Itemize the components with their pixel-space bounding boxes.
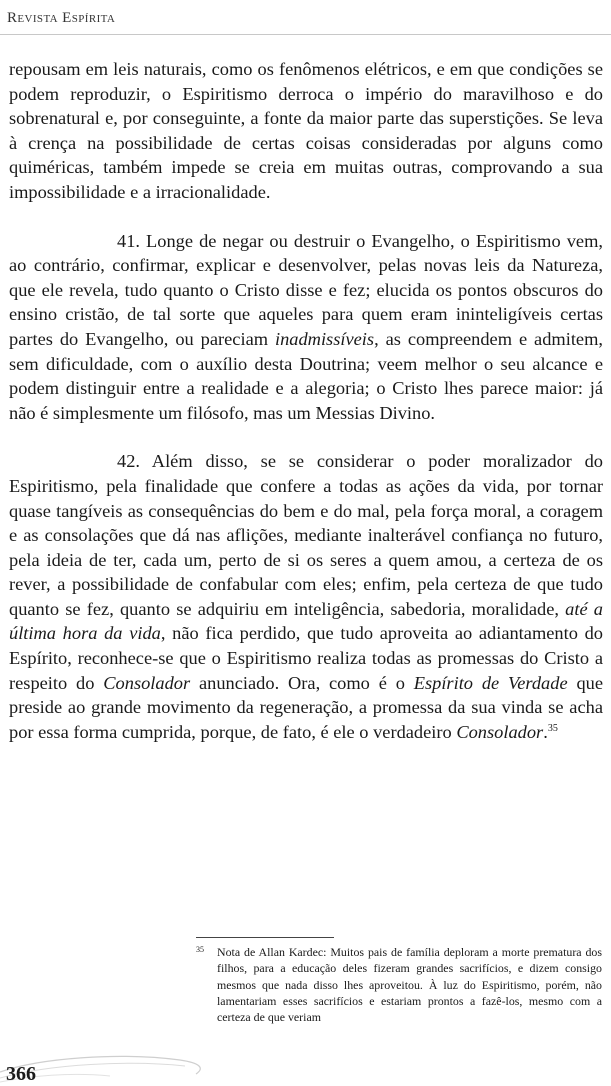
paragraph-text: Longe de negar ou destruir o Evangelho, o Espiritismo vem, ao contrário, confirmar, explicar e desenvolver, pelas novas leis da Natureza, que ele revela, tudo quanto o Cristo disse e fez; elucida os pontos obscuros do ensino cristão, de tal sorte que aqueles para quem eram ininteligíveis certas partes do Evangelho, ou pareciam: [9, 230, 603, 349]
paragraph-number: 42.: [117, 451, 140, 472]
footer-ornament: [0, 1030, 611, 1086]
footnote-marker: 35: [196, 945, 204, 954]
emphasis-text: até a última hora da vida: [9, 598, 603, 644]
paragraph-41: [9, 229, 603, 426]
paragraph-text: que preside ao grande movimento da regeneração, a promessa da sua vinda se acha por essa forma cumprida, porque, de fato, é ele o verdadeiro: [9, 672, 603, 742]
footnote: [196, 944, 602, 1025]
paragraph-text: , não fica perdido, que tudo aproveita ao adiantamento do Espírito, reconhece-se que o Espiritismo realiza todas as promessas do Cristo a respeito do: [9, 623, 603, 693]
page-number: 366: [6, 1063, 36, 1085]
emphasis-text: Espírito de Verdade: [413, 672, 568, 693]
paragraph-number: 41.: [117, 230, 140, 251]
footnote-divider: [196, 937, 334, 938]
emphasis-text: Consolador: [103, 672, 191, 693]
paragraph-text: Além disso, se se considerar o poder moralizador do Espiritismo, pela finalidade que confere a todas as ações da vida, por tornar quase tangíveis as consequências do bem e do mal, pela força moral, a coragem e as consolações que dá nas aflições, mediante inalterável confiança no futuro, pela ideia de ter, cada um, perto de si os seres a quem amou, a certeza de os rever, a possibilidade de confabular com eles; enfim, pela certeza de que tudo quanto se fez, quanto se adquiriu em inteligência, sabedoria, moralidade,: [9, 451, 603, 619]
paragraph-text: .: [543, 721, 548, 742]
page-body: [9, 57, 603, 744]
footnote-text: Nota de Allan Kardec: Muitos pais de família deploram a morte prematura dos filhos, para a educação deles fizeram grandes sacrifícios, e dizem consigo mesmos que nada disso lhes aproveitou. À luz do Espiritismo, porém, não lamentariam esses sacrifícios e estariam prontos a fazê-los, mesmo com a certeza de que veriam: [217, 945, 602, 1025]
footnote-reference[interactable]: 35: [547, 722, 558, 734]
emphasis-text: inadmissíveis: [274, 328, 375, 349]
running-header: Revista Espírita: [7, 10, 116, 26]
emphasis-text: Consolador: [456, 721, 544, 742]
header-divider: [0, 34, 611, 35]
paragraph-42: [9, 449, 603, 744]
paragraph-text: anunciado. Ora, como é o: [190, 672, 414, 693]
paragraph-continuation: repousam em leis naturais, como os fenômenos elétricos, e em que condições se podem reproduzir, o Espiritismo derroca o império do maravilhoso e do sobrenatural e, por conseguinte, a fonte da maior parte das superstições. Se leva à crença na possibilidade de certas coisas consideradas por alguns como quiméricas, também impede se creia em muitas outras, comprovando a sua impossibilidade e a irracionalidade.: [9, 59, 603, 202]
paragraph-text: , as compreendem e admitem, sem dificuldade, com o auxílio desta Doutrina; veem melhor o seu alcance e podem distinguir entre a realidade e a alegoria; o Cristo lhes parece maior: já não é simplesmente um filósofo, mas um Messias Divino.: [9, 328, 603, 423]
